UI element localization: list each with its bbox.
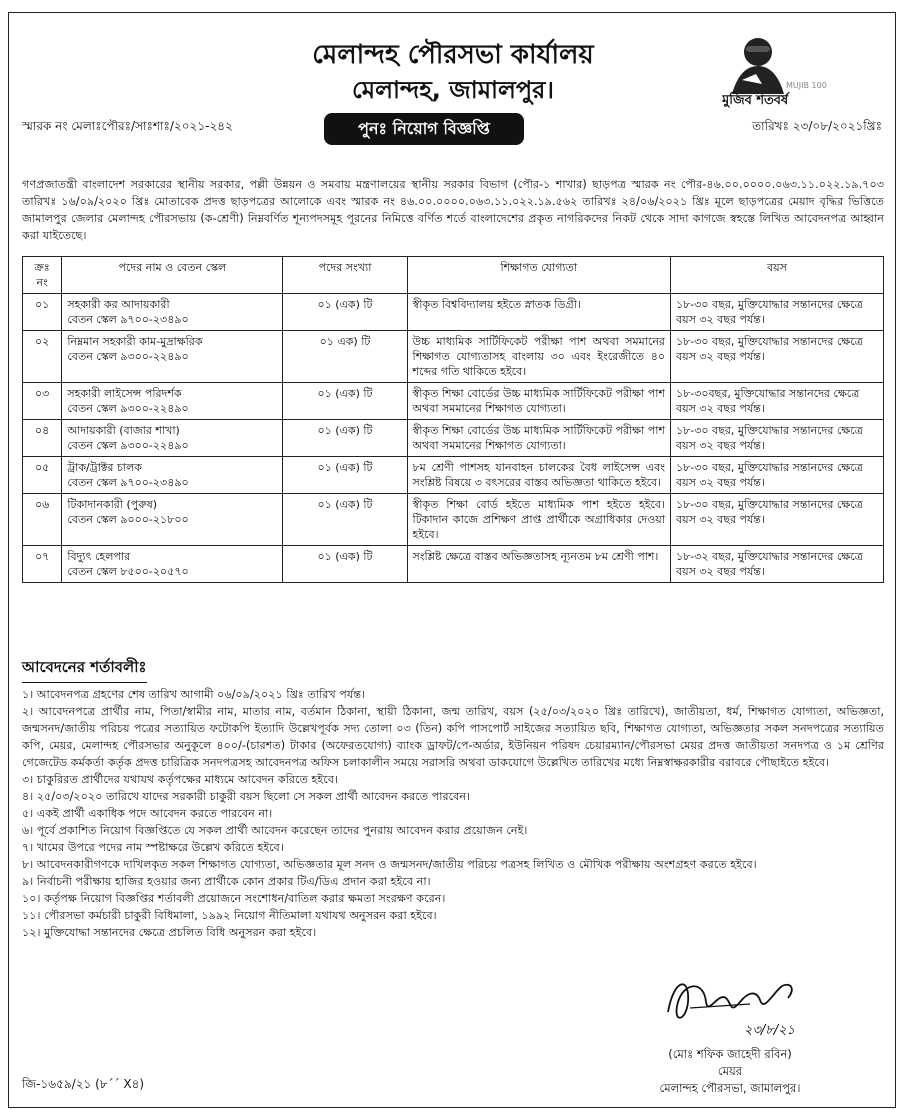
cell-post — [62, 457, 283, 494]
condition-item: ১০। কর্তৃপক্ষ নিয়োগ বিজ্ঞপ্তির শর্তাবলী প্রয়োজনে সংশোধন/বাতিল করার ক্ষমতা সংরক্ষণ করেন। — [22, 892, 446, 905]
cell-post — [62, 383, 283, 420]
mujib-100-logo — [722, 34, 834, 110]
logo-latin-text: MUJIB 100 — [786, 81, 827, 90]
cell-serial: ০৩ — [23, 383, 62, 420]
pay-scale: বেতন স্কেল ৮৫০০-২০৫৭০ — [67, 565, 189, 578]
post-name: নিম্নমান সহকারী কাম-মুদ্রাক্ষরিক — [67, 335, 203, 348]
cell-count: ০১ (এক) টি — [283, 420, 407, 457]
post-name: সহকারী কর আদায়কারী — [67, 298, 170, 311]
pay-scale: বেতন স্কেল ৯৩০০-২২৪৯০ — [67, 402, 189, 415]
condition-item: ১১। পৌরসভা কর্মচারী চাকুরী বিধিমালা, ১৯৯২ নিয়োগ নীতিমালা যথাযথ অনুসরন করা হইবে। — [22, 909, 437, 922]
table-row — [23, 494, 884, 546]
post-name: বিদ্যুৎ হেলপার — [67, 550, 131, 563]
table-header-row — [23, 257, 884, 294]
condition-item: ৯। নির্বাচনী পরীক্ষায় হাজির হওয়ার জন্য প্রার্থীকে কোন প্রকার টিএ/ডিএ প্রদান করা হইবে না। — [22, 875, 431, 888]
cell-age: ১৮-৩০ বছর, মুক্তিযোদ্ধার সন্তানদের ক্ষেত্রে বয়স ৩২ বছর পর্যন্ত। — [670, 457, 883, 494]
cell-serial: ০৫ — [23, 457, 62, 494]
condition-item: ৮। আবেদনকারীগণকে দাখিলকৃত সকল শিক্ষাগত যোগ্যতা, অভিজ্ঞতার মূল সনদ ও জন্মসনদ/জাতীয় পরিচয় পত্রসহ লিখিত ও মৌখিক পরীক্ষায় অংশগ্রহণ করতে হইবে। — [22, 858, 757, 871]
cell-age: ১৮-৩০ বছর, মুক্তিযোদ্ধার সন্তানদের ক্ষেত্রে বয়স ৩২ বছর পর্যন্ত। — [670, 420, 883, 457]
cell-count: ০১ (এক) টি — [283, 494, 407, 546]
condition-item: ৭। খামের উপরে পদের নাম স্পষ্টাক্ষরে উল্লেখ করিতে হইবে। — [22, 841, 284, 854]
conditions-heading: আবেদনের শর্তাবলীঃ — [22, 656, 147, 683]
table-row — [23, 294, 884, 331]
condition-item: ৪। ২৫/০৩/২০২০ তারিখে যাদের সরকারী চাকুরী বয়স ছিলো সে সকল প্রার্থী আবেদন করতে পারবেন। — [22, 790, 471, 803]
mayor-signature — [660, 972, 810, 1040]
cell-qualification: স্বীকৃত শিক্ষা বোর্ডের উচ্চ মাধ্যমিক সার্টিফিকেট পরীক্ষা পাশ অথবা সমমানের শিক্ষাগত যোগ্যতা। — [407, 383, 670, 420]
condition-item: ৫। একই প্রার্থী একাধিক পদে আবেদন করতে পারবেন না। — [22, 807, 273, 820]
pay-scale: বেতন স্কেল ৯৩০০-২২৪৯০ — [67, 439, 189, 452]
post-name: আদায়কারী (বাজার শাখা) — [67, 424, 180, 437]
cell-count: ০১ (এক) টি — [283, 457, 407, 494]
signer-name: (মোঃ শফিক জাহেদী রবিন) — [668, 1047, 792, 1061]
pay-scale: বেতন স্কেল ৯০০০-২১৮০০ — [67, 513, 189, 526]
office-address: মেলান্দহ, জামালপুর। — [352, 76, 554, 104]
condition-item: ১। আবেদনপত্র গ্রহণের শেষ তারিখ আগামী ০৬/০৯/২০২১ খ্রিঃ তারিখ পর্যন্ত। — [22, 688, 366, 701]
table-row — [23, 331, 884, 383]
cell-post — [62, 420, 283, 457]
signer-designation: মেয়র — [717, 1064, 743, 1078]
post-name: টিকাদানকারী (পুরুষ) — [67, 498, 158, 511]
cell-post — [62, 494, 283, 546]
cell-serial: ০২ — [23, 331, 62, 383]
condition-item: ৩। চাকুরিরত প্রার্থীদের যথাযথ কর্তৃপক্ষের মাধ্যমে আবেদন করিতে হইবে। — [22, 773, 338, 786]
conditions-list — [22, 686, 884, 941]
cell-post — [62, 331, 283, 383]
cell-serial: ০৭ — [23, 546, 62, 583]
cell-age: ১৮-৩০বছর, মুক্তিযোদ্ধার সন্তানদের ক্ষেত্রে বয়স ৩২ বছর পর্যন্ত। — [670, 383, 883, 420]
cell-count: ০১ (এক) টি — [283, 383, 407, 420]
signer-block — [610, 1046, 850, 1097]
col-qualification-header: শিক্ষাগত যোগ্যতা — [407, 257, 670, 294]
vacancy-table — [22, 256, 884, 583]
cell-qualification: সংশ্লিষ্ট ক্ষেত্রে বাস্তব অভিজ্ঞতাসহ ন্যূনতম ৮ম শ্রেণী পাশ। — [407, 546, 670, 583]
cell-age: ১৮-৩০ বছর, মুক্তিযোদ্ধার সন্তানদের ক্ষেত্রে বয়স ৩২ বছর পর্যন্ত। — [670, 494, 883, 546]
cell-serial: ০১ — [23, 294, 62, 331]
notice-date: তারিখঃ ২৩/০৮/২০২১খ্রিঃ — [752, 119, 882, 133]
table-row — [23, 546, 884, 583]
notice-title-badge: পুনঃ নিয়োগ বিজ্ঞপ্তি — [324, 113, 524, 145]
cell-serial: ০৬ — [23, 494, 62, 546]
condition-item: ১২। মুক্তিযোদ্ধা সন্তানদের ক্ষেত্রে প্রচলিত বিধি অনুসরন করা হইবে। — [22, 926, 317, 939]
cell-serial: ০৪ — [23, 420, 62, 457]
table-row — [23, 383, 884, 420]
cell-qualification: উচ্চ মাধ্যমিক সার্টিফিকেট পরীক্ষা পাশ অথবা সমমানের শিক্ষাগত যোগ্যতাসহ বাংলায় ৩০ এবং ইংরেজীতে ৪০ শব্দের গতি থাকিতে হইবে। — [407, 331, 670, 383]
post-name: সহকারী লাইসেন্স পরিদর্শক — [67, 387, 182, 400]
post-name: ট্রাক/ট্রাক্টর চালক — [67, 461, 142, 474]
col-serial-header: ক্রঃ নং — [23, 257, 62, 294]
cell-qualification: স্বীকৃত শিক্ষা বোর্ডের উচ্চ মাধ্যমিক সার্টিফিকেট পরীক্ষা পাশ অথবা সমমানের শিক্ষাগত যোগ্যতা। — [407, 420, 670, 457]
office-name: মেলান্দহ পৌরসভা কার্যালয় — [312, 40, 594, 70]
pay-scale: বেতন স্কেল ৯৭০০-২৩৪৯০ — [67, 476, 189, 489]
memo-number: স্মারক নং মেলাঃপৌরঃ/সাঃশাঃ/২০২১-২৪২ — [22, 119, 233, 133]
cell-post — [62, 546, 283, 583]
cell-age: ১৮-৩২ বছর, মুক্তিযোদ্ধার সন্তানদের ক্ষেত্রে বয়স ৩২ বছর পর্যন্ত। — [670, 546, 883, 583]
condition-item: ৬। পূর্বে প্রকাশিত নিয়োগ বিজ্ঞপ্তিতে যে সকল প্রার্থী আবেদন করেছেন তাদের পুনরায় আবেদন করার প্রয়োজন নেই। — [22, 824, 528, 837]
cell-qualification: ৮ম শ্রেণী পাশসহ যানবাহন চালকের বৈধ লাইসেন্স এবং সংশ্লিষ্ট বিষয়ে ৩ বৎসরের বাস্তব অভিজ্ঞতা থাকিতে হইবে। — [407, 457, 670, 494]
signer-office: মেলান্দহ পৌরসভা, জামালপুর। — [659, 1081, 801, 1095]
col-post-header: পদের নাম ও বেতন স্কেল — [62, 257, 283, 294]
cell-count: ০১ এক) টি — [283, 331, 407, 383]
condition-item: ২। আবেদনপত্রে প্রার্থীর নাম, পিতা/স্বামীর নাম, মাতার নাম, বর্তমান ঠিকানা, স্থায়ী ঠিকানা, জন্ম তারিখ, বয়স (২৫/০৩/২০২০ খ্রিঃ তারিখে), জাতীয়তা, ধর্ম, শিক্ষাগত যোগ্যতা, অভিজ্ঞতা, জন্মসনদ/জাতীয় পরিচয় পত্রের সত্যায়িত ফটোকপি ইত্যাদি উল্লেখপূর্বক সদ্য তোলা ০৩ (তিন) কপি পাসপোর্ট সাইজের সত্যায়িত ছবি, শিক্ষাগত যোগ্যতা, অভিজ্ঞতার সকল সনদপত্রের সত্যায়িত কপি, মেয়র, মেলান্দহ পৌরসভার অনুকূলে ৪০০/-(চারশত) টাকার (অফেরতযোগ্য) ব্যাংক ড্রাফট/পে-অর্ডার, ইউনিয়ন পরিষদ চেয়ারম্যান/পৌরসভা মেয়র প্রদত্ত জাতীয়তা সনদপত্র ও ১ম শ্রেণির গেজেটেড কর্মকর্তা কর্তৃক প্রদত্ত চারিত্রিক সনদপত্রসহ আবেদনপত্র অফিস চলাকালীন সময়ে সরাসরি অথবা ডাকযোগে উল্লেখিত তারিখের মধ্যে নিম্নস্বাক্ষরকারীর বরাবরে পৌছাইতে হইবে। — [22, 705, 884, 769]
cell-qualification: স্বীকৃত শিক্ষা বোর্ড হইতে মাধ্যমিক পাশ হইতে হইবে। টিকাদান কাজে প্রশিক্ষণ প্রাপ্ত প্রার্থীকে অগ্রাধিকার দেওয়া হইবে। — [407, 494, 670, 546]
signature-date: ২৩/৮/২১ — [744, 1023, 795, 1038]
cell-count: ০১ (এক) টি — [283, 294, 407, 331]
col-count-header: পদের সংখ্যা — [283, 257, 407, 294]
table-row — [23, 420, 884, 457]
table-row — [23, 457, 884, 494]
cell-qualification: স্বীকৃত বিশ্ববিদ্যালয় হইতে স্নাতক ডিগ্রী। — [407, 294, 670, 331]
cell-age: ১৮-৩০ বছর, মুক্তিযোদ্ধার সন্তানদের ক্ষেত্রে বয়স ৩২ বছর পর্যন্ত। — [670, 331, 883, 383]
cell-count: ০১ (এক) টি — [283, 546, 407, 583]
pay-scale: বেতন স্কেল ৯৭০০-২৩৪৯০ — [67, 313, 189, 326]
cell-age: ১৮-৩০ বছর, মুক্তিযোদ্ধার সন্তানদের ক্ষেত্রে বয়স ৩২ বছর পর্যন্ত। — [670, 294, 883, 331]
cell-post — [62, 294, 283, 331]
intro-paragraph: গণপ্রজাতন্ত্রী বাংলাদেশ সরকারের স্থানীয় সরকার, পল্লী উন্নয়ন ও সমবায় মন্ত্রণালয়ের স্থানীয় সরকার বিভাগ (পৌর-১ শাখার) ছাড়পত্র স্মারক নং পৌর-৪৬.০০.০০০০.০৬৩.১১.০২২.১৯.৭০৩ তারিখঃ ১৬/০৯/২০২০ খ্রিঃ মোতাবেক প্রদত্ত ছাড়পত্রের আলোকে এবং স্মারক নং ৪৬.০০.০০০০.০৬৩.১১.০২২.১৯.৫৬২ তারিখঃ ২৪/০৬/২০২১ খ্রিঃ মূলে ছাড়পত্রের মেয়াদ বৃদ্ধির ভিত্তিতে জামালপুর জেলার মেলান্দহ পৌরসভায় (ক-শ্রেণী) নিম্নবর্ণিত শূন্যপদসমূহ পূরনের নিমিত্তে বর্ণিত শর্তে বাংলাদেশের প্রকৃত নাগরিকদের নিকট থেকে সাদা কাগজে স্বহস্তে লিখিত আবেদনপত্র আহ্বান করা যাইতেছে। — [22, 178, 884, 242]
logo-bengali-text: মুজিব শতবর্ষ — [722, 93, 789, 108]
publication-code: জি-১৬৫৯/২১ (৮´´ X৪) — [22, 1077, 145, 1091]
col-age-header: বয়স — [670, 257, 883, 294]
pay-scale: বেতন স্কেল ৯৩০০-২২৪৯০ — [67, 350, 189, 363]
